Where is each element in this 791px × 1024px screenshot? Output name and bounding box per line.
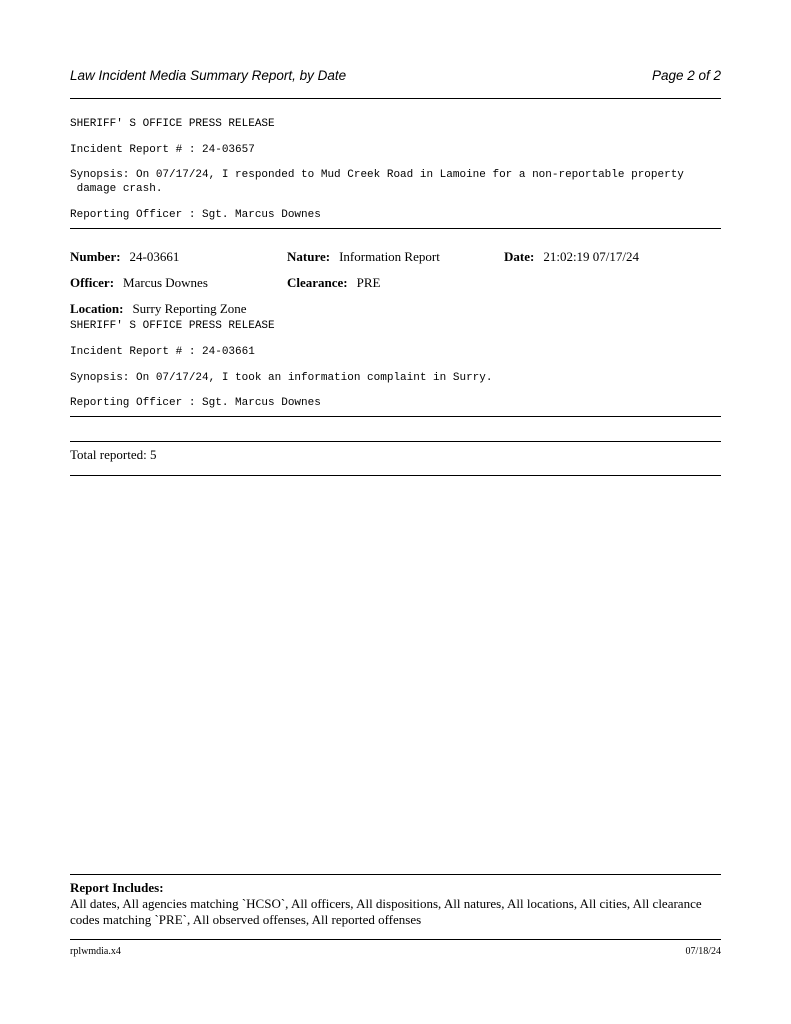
date-value: 21:02:19 07/17/24 xyxy=(543,249,640,264)
nature-label: Nature: xyxy=(287,249,331,264)
entry-divider xyxy=(70,416,721,417)
officer-field xyxy=(70,275,208,291)
clearance-field xyxy=(287,275,380,291)
incident-report-number: Incident Report # : 24-03661 xyxy=(70,346,255,358)
header-divider xyxy=(70,98,721,99)
reporting-officer: Reporting Officer : Sgt. Marcus Downes xyxy=(70,209,321,221)
nature-field xyxy=(287,249,440,265)
includes-divider xyxy=(70,874,721,875)
number-field xyxy=(70,249,179,265)
total-divider-bottom xyxy=(70,475,721,476)
footer-divider xyxy=(70,939,721,940)
press-release-heading: SHERIFF' S OFFICE PRESS RELEASE xyxy=(70,320,275,332)
date-label: Date: xyxy=(504,249,535,264)
report-includes xyxy=(70,880,721,928)
entry-divider xyxy=(70,228,721,229)
footer-report-id: rplwmdia.x4 xyxy=(70,946,121,957)
number-value: 24-03661 xyxy=(129,249,180,264)
total-divider-top xyxy=(70,441,721,442)
total-reported: Total reported: 5 xyxy=(70,447,157,462)
page-number: Page 2 of 2 xyxy=(651,68,721,83)
location-label: Location: xyxy=(70,301,124,316)
report-includes-heading: Report Includes: xyxy=(70,880,164,895)
clearance-label: Clearance: xyxy=(287,275,348,290)
report-includes-text: All dates, All agencies matching `HCSO`, All officers, All dispositions, All natures, All locations, All cities, All clearance codes matching `PRE`, All observed offenses, All reported offenses xyxy=(70,896,702,927)
report-title: Law Incident Media Summary Report, by Date xyxy=(70,68,347,83)
incident-report-number: Incident Report # : 24-03657 xyxy=(70,144,255,156)
nature-value: Information Report xyxy=(339,249,440,264)
date-field xyxy=(504,249,639,265)
officer-value: Marcus Downes xyxy=(123,275,208,290)
footer-date: 07/18/24 xyxy=(685,946,721,957)
reporting-officer: Reporting Officer : Sgt. Marcus Downes xyxy=(70,397,321,409)
synopsis-text: Synopsis: On 07/17/24, I responded to Mud Creek Road in Lamoine for a non-reportable property damage crash. xyxy=(70,169,684,195)
clearance-value: PRE xyxy=(356,275,381,290)
location-value: Surry Reporting Zone xyxy=(132,301,247,316)
synopsis-text: Synopsis: On 07/17/24, I took an information complaint in Surry. xyxy=(70,372,493,384)
location-field xyxy=(70,301,247,317)
number-label: Number: xyxy=(70,249,121,264)
press-release-heading: SHERIFF' S OFFICE PRESS RELEASE xyxy=(70,118,275,130)
officer-label: Officer: xyxy=(70,275,115,290)
